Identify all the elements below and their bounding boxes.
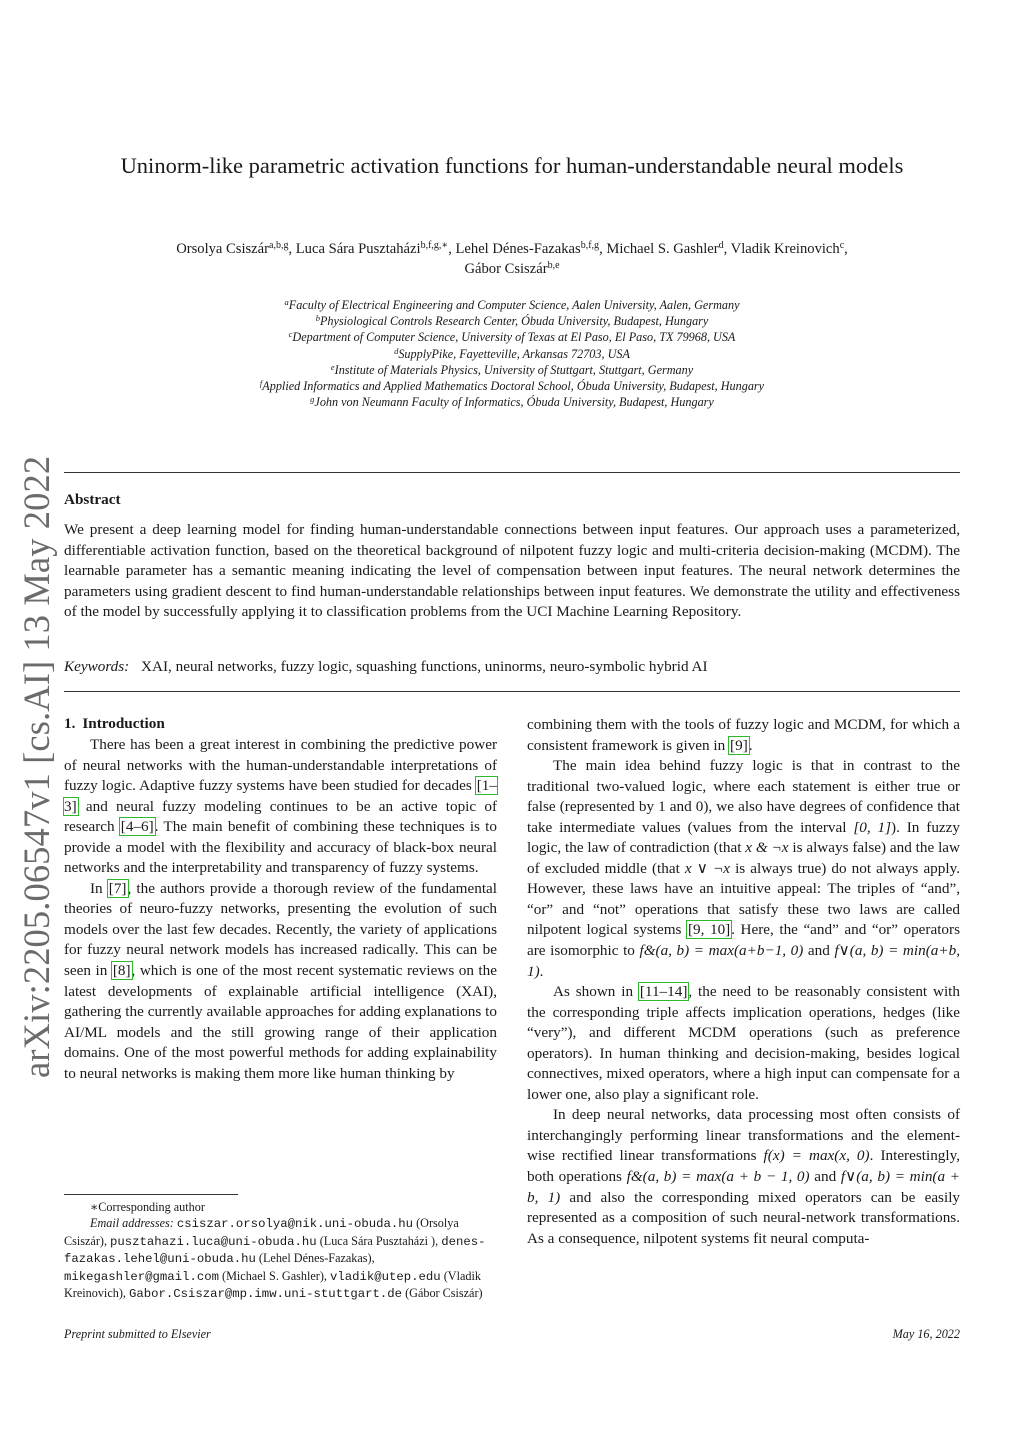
affiliation-g: $^g$John von Neumann Faculty of Informatics, Óbuda University, Budapest, Hungary — [310, 394, 714, 410]
author-4: Michael S. Gashler$^d$, — [606, 240, 731, 257]
email-link[interactable]: vladik@utep.edu — [329, 1269, 441, 1284]
abstract-heading: Abstract — [64, 491, 121, 508]
arxiv-stamp: arXiv:2205.06547v1 [cs.AI] 13 May 2022 — [16, 455, 57, 1078]
affiliation-c: $^c$Department of Computer Science, University of Texas at El Paso, El Paso, TX 79968, USA — [288, 329, 736, 345]
email-label: Email addresses: — [90, 1216, 174, 1231]
citation-link[interactable]: [11–14] — [639, 983, 688, 1001]
keywords — [64, 657, 960, 677]
intro-paragraph-3: The main idea behind fuzzy logic is that in contrast to the traditional two-valued logic, where each statement is either true or false (represented by 1 and 0), we also have degrees of confidence that take intermediate values (values from the interval [0, 1]). In fuzzy logic, the law of contradiction (that x & ¬x is always false) and the law of excluded middle (that x ∨ ¬x is always true) do not always apply. However, these laws have an intuitive appeal: The triples of “and”, “or” and “not” operations that satisfy these two laws are called nilpotent logical systems [9, 10]. Here, the “and” and “or” operators are isomorphic to f&(a, b) = max(a+b−1, 0) and f∨(a, b) = min(a+b, 1). — [527, 757, 961, 980]
author-list — [64, 239, 960, 279]
affiliation-a: $^a$Faculty of Electrical Engineering and Computer Science, Aalen University, Aalen, Germany — [284, 297, 740, 312]
math-inline: x ∨ ¬x — [684, 859, 730, 877]
section-number: 1. — [64, 715, 76, 732]
math-inline: f(x) = max(x, 0) — [763, 1147, 870, 1165]
affiliation-b: $^b$Physiological Controls Research Center, Óbuda University, Budapest, Hungary — [315, 313, 709, 329]
footnote-rule — [64, 1194, 238, 1195]
footnotes — [64, 1199, 497, 1302]
citation-link[interactable]: [7] — [108, 879, 127, 897]
math-inline: f∨(a, b) = min(a + b, 1) — [527, 1168, 961, 1206]
citation-link[interactable]: [9] — [730, 736, 748, 754]
abstract-text: We present a deep learning model for finding human-understandable connections between input features. Our approach uses a parameterized, differentiable activation function, based on the theoretical background of nilpotent fuzzy logic and multi-criteria decision-making (MCDM). The learnable parameter has a semantic meaning indicating the level of compensation between input features. The neural network determines the parameters using gradient descent to find human-understandable relationships between input features. We demonstrate the utility and effectiveness of the model by successfully applying it to classification problems from the UCI Machine Learning Repository. — [64, 521, 960, 621]
intro-paragraph-5: In deep neural networks, data processing most often consists of interchangingly performing linear transformations and the element-wise rectified linear transformations f(x) = max(x, 0). Interestingly, both operations f&(a, b) = max(a + b − 1, 0) and f∨(a, b) = min(a + b, 1) and also the corresponding mixed operators can be easily represented as a composition of such neural-network transformations. As a consequence, nilpotent systems fit neural computa- — [527, 1106, 961, 1247]
section-heading-introduction — [64, 714, 165, 734]
author-2: Luca Sára Pusztaházi$^{b,f,g,∗}$, — [295, 240, 456, 257]
affiliation-d: $^d$SupplyPike, Fayetteville, Arkansas 72703, USA — [394, 345, 630, 361]
intro-paragraph-2: In [7], the authors provide a thorough review of the fundamental theories of neuro-fuzzy networks, presenting the evolution of such models over the last few decades. Recently, the variety of applications for fuzzy neural network models has increased radically. This can be seen in [8], which is one of the most recent systematic reviews on the latest developments of explainable artificial intelligence (XAI), gathering the currently available approaches for adding explanations to AI/ML models and the still growing range of their application domains. One of the most powerful methods for adding explainability to neural networks is making them more like human thinking by — [64, 879, 498, 1082]
right-column — [527, 715, 960, 1249]
keywords-label: Keywords: — [64, 658, 130, 675]
citation-link[interactable]: [9, 10] — [688, 921, 731, 939]
math-inline: [0, 1] — [853, 818, 892, 836]
email-link[interactable]: mikegashler@gmail.com — [64, 1269, 219, 1284]
author-5: Vladik Kreinovich$^c$, — [730, 240, 848, 257]
affiliation-f: $^f$Applied Informatics and Applied Mathematics Doctoral School, Óbuda University, Budapest, Hungary — [259, 378, 765, 394]
math-inline: f∨(a, b) = min(a+b, 1) — [527, 942, 960, 980]
email-link[interactable]: pusztahazi.luca@uni-obuda.hu — [110, 1234, 317, 1249]
intro-paragraph-1: There has been a great interest in combining the predictive power of neural networks with the human-understandable interpretations of fuzzy logic. Adaptive fuzzy systems have been studied for decades [1–3] and neural fuzzy modeling continues to be an active topic of research [4–6]. The main benefit of combining these techniques is to provide a model with the flexibility and accuracy of black-box neural networks and the interpretability and transparency of fuzzy systems. — [64, 736, 497, 877]
footnote-corresponding: ∗Corresponding author — [90, 1200, 205, 1214]
email-link[interactable]: csiszar.orsolya@nik.uni-obuda.hu — [176, 1217, 414, 1232]
math-inline: f&(a, b) = max(a+b−1, 0) — [639, 942, 804, 960]
footer-preprint-note: Preprint submitted to Elsevier — [64, 1327, 211, 1341]
citation-link[interactable]: [4–6] — [120, 818, 154, 836]
author-3: Lehel Dénes-Fazakas$^{b,f,g}$, — [455, 240, 607, 257]
footer-date: May 16, 2022 — [892, 1327, 960, 1341]
affiliation-list — [64, 297, 960, 410]
citation-link[interactable]: [8] — [112, 962, 131, 980]
affiliation-e: $^e$Institute of Materials Physics, University of Stuttgart, Stuttgart, Germany — [330, 361, 694, 377]
left-column — [64, 735, 497, 1084]
intro-paragraph-4: As shown in [11–14], the need to be reasonably consistent with the corresponding triple affects implication operations, hedges (like “very”), and different MCDM operations (such as preference operators). In human thinking and decision-making, besides logical connectives, mixed operators, where a high input can compensate for a lower one, also play a significant role. — [527, 983, 960, 1103]
author-6: Gábor Csiszár$^{b,e}$ — [464, 260, 560, 277]
email-link[interactable]: Gabor.Csiszar@mp.imw.uni-stuttgart.de — [128, 1287, 403, 1302]
paper-title: Uninorm-like parametric activation functions for human-understandable neural models — [120, 153, 904, 178]
section-title: Introduction — [82, 715, 165, 732]
math-inline: f&(a, b) = max(a + b − 1, 0) — [626, 1168, 810, 1186]
email-link[interactable]: denes-fazakas.lehel@uni-obuda.hu — [64, 1234, 486, 1267]
math-inline: x & ¬x — [745, 839, 789, 857]
abstract-bottom-rule — [64, 691, 960, 692]
author-1: Orsolya Csiszár$^{a,b,g}$, — [176, 240, 296, 257]
abstract-top-rule — [64, 472, 960, 473]
intro-paragraph-2-cont: combining them with the tools of fuzzy logic and MCDM, for which a consistent framework is given in [9]. — [527, 716, 960, 754]
keywords-text: XAI, neural networks, fuzzy logic, squashing functions, uninorms, neuro-symbolic hybrid AI — [141, 658, 708, 675]
footnote-emails: Email addresses: csiszar.orsolya@nik.uni-obuda.hu (Orsolya Csiszár), pusztahazi.luca@uni-obuda.hu (Luca Sára Pusztaházi ), denes-fazakas.lehel@uni-obuda.hu (Lehel Dénes-Fazakas), mikegashler@gmail.com (Michael S. Gashler), vladik@utep.edu (Vladik Kreinovich), Gabor.Csiszar@mp.imw.uni-stuttgart.de (Gábor Csiszár) — [64, 1216, 486, 1302]
citation-link[interactable]: [1–3] — [64, 777, 497, 815]
